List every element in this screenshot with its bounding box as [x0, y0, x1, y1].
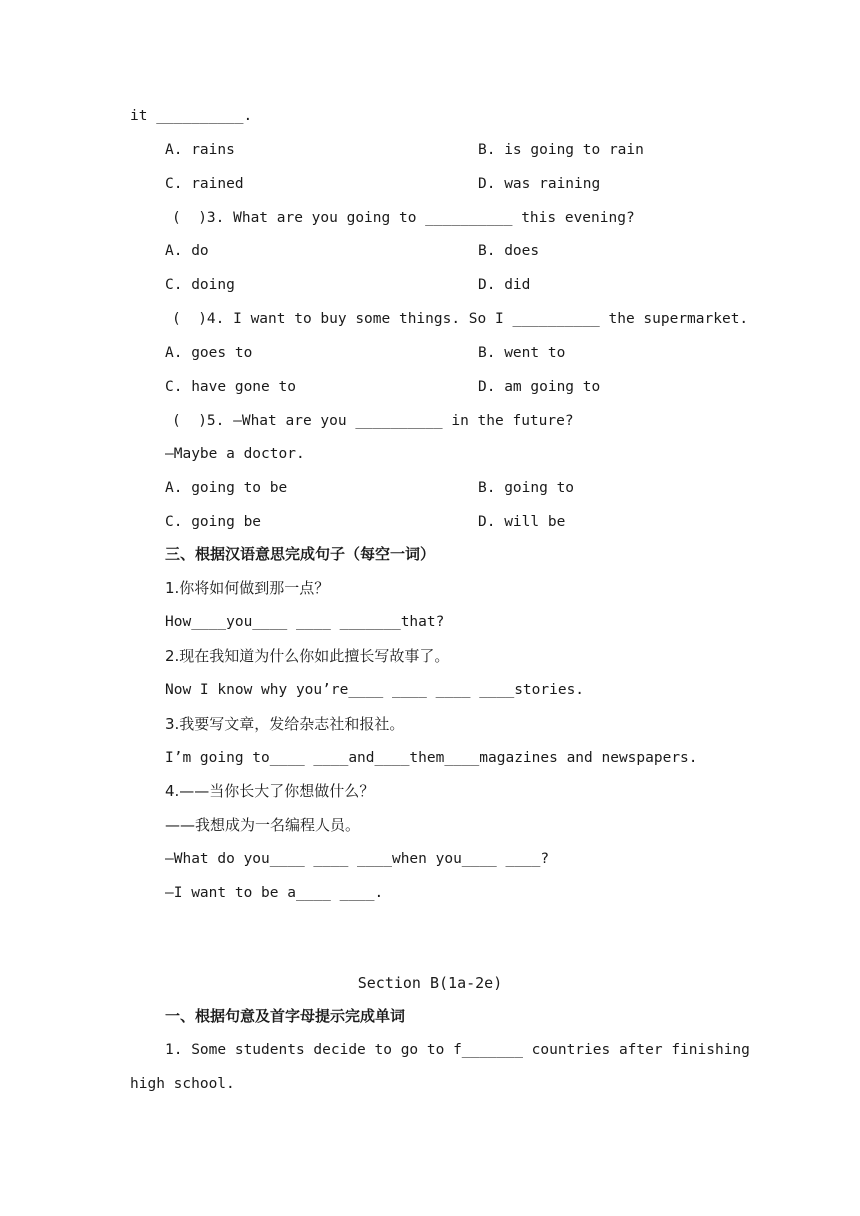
- question-5-reply: —Maybe a doctor.: [165, 446, 305, 462]
- question-3: ( )3. What are you going to __________ this evening?: [172, 210, 635, 226]
- option-b: B. is going to rain: [478, 142, 644, 158]
- sentence-1-chinese: 1.你将如何做到那一点？: [165, 579, 330, 597]
- part-3-heading: 三、根据汉语意思完成句子（每空一词）: [165, 545, 436, 563]
- fill-word-question-1-continuation: high school.: [130, 1076, 235, 1092]
- sentence-3-english: I’m going to____ ____and____them____magazines and newspapers.: [165, 750, 698, 766]
- option-c: C. rained: [165, 176, 244, 192]
- option-d: D. will be: [478, 514, 566, 530]
- option-c: C. doing: [165, 277, 235, 293]
- question-5: ( )5. —What are you __________ in the future?: [172, 413, 574, 429]
- question-continuation: it __________.: [130, 108, 253, 124]
- option-a: A. rains: [165, 142, 235, 158]
- option-d: D. am going to: [478, 379, 601, 395]
- option-b: B. going to: [478, 480, 575, 496]
- option-c: C. going be: [165, 514, 262, 530]
- sentence-4-english-question: —What do you____ ____ ____when you____ ____?: [165, 851, 550, 867]
- option-a: A. goes to: [165, 345, 253, 361]
- part-1-heading: 一、根据句意及首字母提示完成单词: [165, 1007, 406, 1025]
- sentence-4-chinese-question: 4.——当你长大了你想做什么？: [165, 782, 375, 800]
- option-d: D. did: [478, 277, 531, 293]
- sentence-1-english: How____you____ ____ _______that?: [165, 614, 445, 630]
- sentence-2-chinese: 2.现在我知道为什么你如此擅长写故事了。: [165, 647, 450, 665]
- option-c: C. have gone to: [165, 379, 296, 395]
- section-title: Section B(1a-2e): [357, 974, 503, 992]
- option-a: A. do: [165, 243, 209, 259]
- fill-word-question-1: 1. Some students decide to go to f_______ countries after finishing: [165, 1042, 750, 1058]
- question-4: ( )4. I want to buy some things. So I __________ the supermarket.: [172, 311, 749, 327]
- option-b: B. does: [478, 243, 540, 259]
- sentence-4-english-answer: —I want to be a____ ____.: [165, 885, 384, 901]
- option-a: A. going to be: [165, 480, 288, 496]
- sentence-3-chinese: 3.我要写文章，发给杂志社和报社。: [165, 715, 405, 733]
- option-b: B. went to: [478, 345, 566, 361]
- sentence-2-english: Now I know why you’re____ ____ ____ ____stories.: [165, 682, 585, 698]
- option-d: D. was raining: [478, 176, 601, 192]
- sentence-4-chinese-answer: ——我想成为一名编程人员。: [165, 816, 361, 834]
